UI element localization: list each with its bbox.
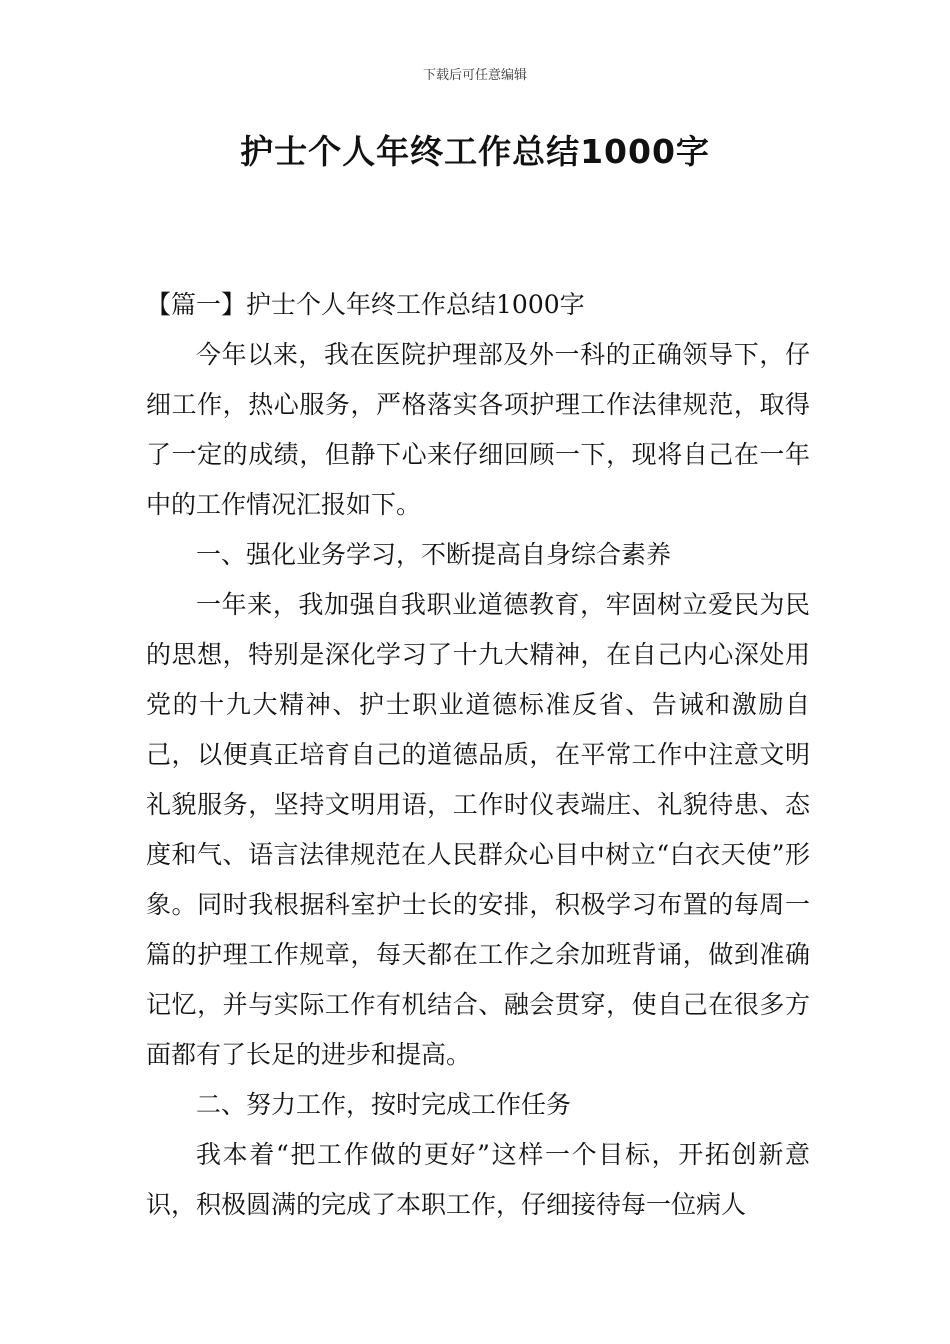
document-title: 护士个人年终工作总结1000字 (240, 132, 710, 171)
subheading-1: 一、强化业务学习，不断提高自身综合素养 (196, 540, 672, 569)
body-paragraph-1: 今年以来，我在医院护理部及外一科的正确领导下，仔细工作，热心服务，严格落实各项护理工作法律规范，取得了一定的成绩，但静下心来仔细回顾一下，现将自己在一年中的工作情况汇报如下。 (146, 340, 810, 519)
body-paragraph-2: 一年来，我加强自我职业道德教育，牢固树立爱民为民的思想，特别是深化学习了十九大精神，在自己内心深处用党的十九大精神、护士职业道德标准反省、告诫和激励自己，以便真正培育自己的道德品质，在平常工作中注意文明礼貌服务，坚持文明用语，工作时仪表端庄、礼貌待患、态度和气、语言法律规范在人民群众心目中树立“白衣天使”形象。同时我根据科室护士长的安排，积极学习布置的每周一篇的护理工作规章，每天都在工作之余加班背诵，做到准确记忆，并与实际工作有机结合、融会贯穿，使自己在很多方面都有了长足的进步和提高。 (146, 590, 810, 1069)
subheading-2: 二、努力工作，按时完成工作任务 (196, 1090, 572, 1119)
body-paragraph-3: 我本着“把工作做的更好”这样一个目标，开拓创新意识，积极圆满的完成了本职工作，仔细接待每一位病人 (146, 1140, 810, 1219)
section-heading: 【篇一】护士个人年终工作总结1000字 (146, 290, 585, 319)
header-note: 下载后可任意编辑 (422, 68, 527, 83)
document-body (146, 280, 810, 1230)
